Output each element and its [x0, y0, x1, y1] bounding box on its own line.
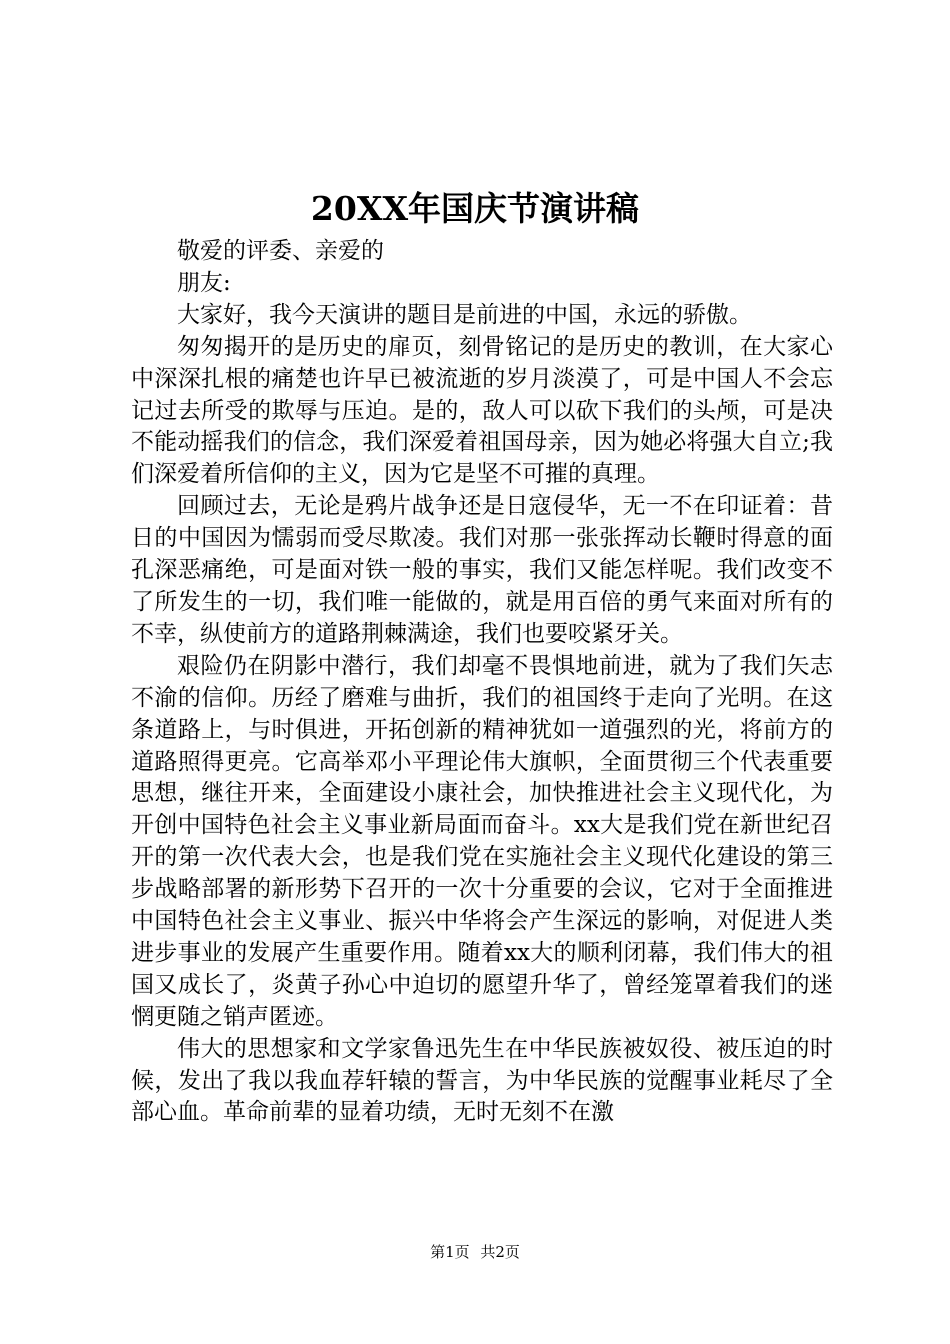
- paragraph: 大家好，我今天演讲的题目是前进的中国，永远的骄傲。: [177, 301, 752, 328]
- paragraph: 敬爱的评委、亲爱的: [177, 238, 384, 264]
- paragraph: 艰险仍在阴影中潜行，我们却毫不畏惧地前进，就为了我们矢志不渝的信仰。历经了磨难与曲折，我们的祖国终于走向了光明。在这条道路上，与时俱进，开拓创新的精神犹如一道强烈的光，将前方的道路照得更亮。它高举邓小平理论伟大旗帜，全面贯彻三个代表重要思想，继往开来，全面建设小康社会，加快推进社会主义现代化，为开创中国特色社会主义事业新局面而奋斗。xx大是我们党在新世纪召开的第一次代表大会，也是我们党在实施社会主义现代化建设的第三步战略部署的新形势下召开的一次十分重要的会议，它对于全面推进中国特色社会主义事业、振兴中华将会产生深远的影响，对促进人类进步事业的发展产生重要作用。随着xx大的顺利闭幕，我们伟大的祖国又成长了，炎黄子孙心中迫切的愿望升华了，曾经笼罩着我们的迷惘更随之销声匿迹。: [131, 652, 833, 1030]
- paragraph: 伟大的思想家和文学家鲁迅先生在中华民族被奴役、被压迫的时候，发出了我以我血荐轩辕的誓言，为中华民族的觉醒事业耗尽了全部心血。革命前辈的显着功绩，无时无刻不在激: [131, 1035, 833, 1126]
- document-title: 20XX年国庆节演讲稿: [310, 189, 640, 228]
- page-number: 第1页: [430, 1243, 470, 1261]
- page-footer: [0, 1242, 950, 1262]
- paragraph: 朋友:: [177, 269, 231, 296]
- page-total: 共2页: [480, 1243, 520, 1261]
- paragraph: 回顾过去，无论是鸦片战争还是日寇侵华，无一不在印证着：昔日的中国因为懦弱而受尽欺凌。我们对那一张张挥动长鞭时得意的面孔深恶痛绝，可是面对铁一般的事实，我们又能怎样呢。我们改变不了所发生的一切，我们唯一能做的，就是用百倍的勇气来面对所有的不幸，纵使前方的道路荆棘满途，我们也要咬紧牙关。: [131, 493, 833, 647]
- paragraph: 匆匆揭开的是历史的扉页，刻骨铭记的是历史的教训，在大家心中深深扎根的痛楚也许早已被流逝的岁月淡漠了，可是中国人不会忘记过去所受的欺辱与压迫。是的，敌人可以砍下我们的头颅，可是决不能动摇我们的信念，我们深爱着祖国母亲，因为她必将强大自立;我们深爱着所信仰的主义，因为它是坚不可摧的真理。: [131, 333, 833, 488]
- document-body: [131, 236, 833, 1129]
